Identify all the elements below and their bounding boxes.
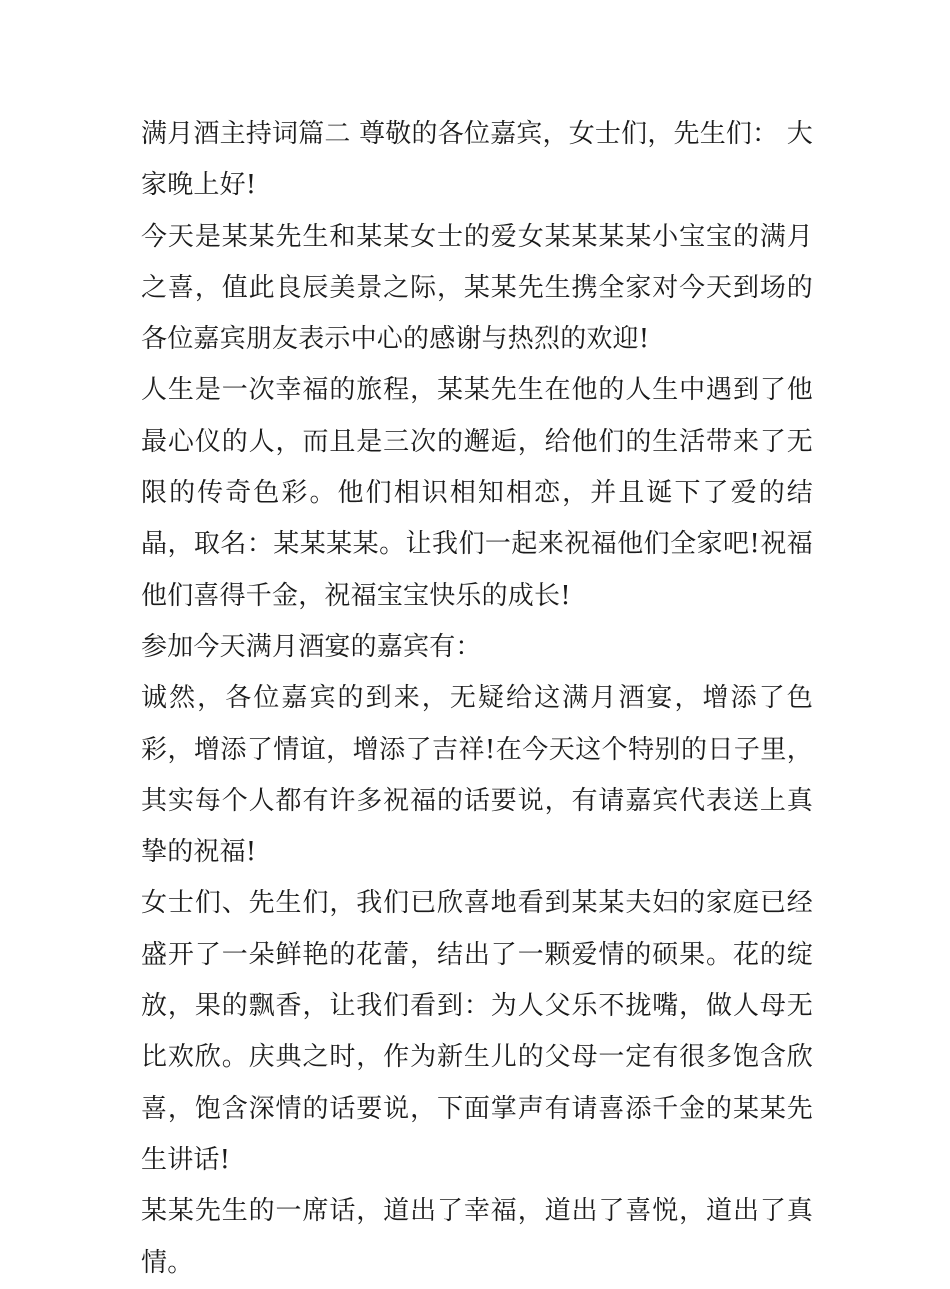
paragraph-guest-blessing: 诚然，各位嘉宾的到来，无疑给这满月酒宴，增添了色彩，增添了情谊，增添了吉祥!在今天这个特别的日子里，其实每个人都有许多祝福的话要说，有请嘉宾代表送上真挚的祝福! [141,683,813,868]
paragraph-parents-speech: 女士们、先生们，我们已欣喜地看到某某夫妇的家庭已经盛开了一朵鲜艳的花蕾，结出了一颗爱情的硕果。花的绽放，果的飘香，让我们看到：为人父乐不拢嘴，做人母无比欢欣。庆典之时，作为新生儿的父母一定有很多饱含欣喜，饱含深情的话要说，下面掌声有请喜添千金的某某先生讲话! [141,888,813,1175]
paragraph-greeting: 满月酒主持词篇二 尊敬的各位嘉宾，女士们，先生们： 大家晚上好! [141,119,813,201]
paragraph-closing: 某某先生的一席话，道出了幸福，道出了喜悦，道出了真情。 [141,1196,813,1278]
document-body [141,109,813,1289]
paragraph-guests-intro: 参加今天满月酒宴的嘉宾有： [141,631,482,662]
paragraph-welcome: 今天是某某先生和某某女士的爱女某某某某小宝宝的满月之喜，值此良辰美景之际，某某先生携全家对今天到场的各位嘉宾朋友表示中心的感谢与热烈的欢迎! [141,221,813,355]
paragraph-life-journey: 人生是一次幸福的旅程，某某先生在他的人生中遇到了他最心仪的人，而且是三次的邂逅，给他们的生活带来了无限的传奇色彩。他们相识相知相恋，并且诞下了爱的结晶，取名：某某某某。让我们一起来祝福他们全家吧!祝福他们喜得千金，祝福宝宝快乐的成长! [141,375,813,611]
